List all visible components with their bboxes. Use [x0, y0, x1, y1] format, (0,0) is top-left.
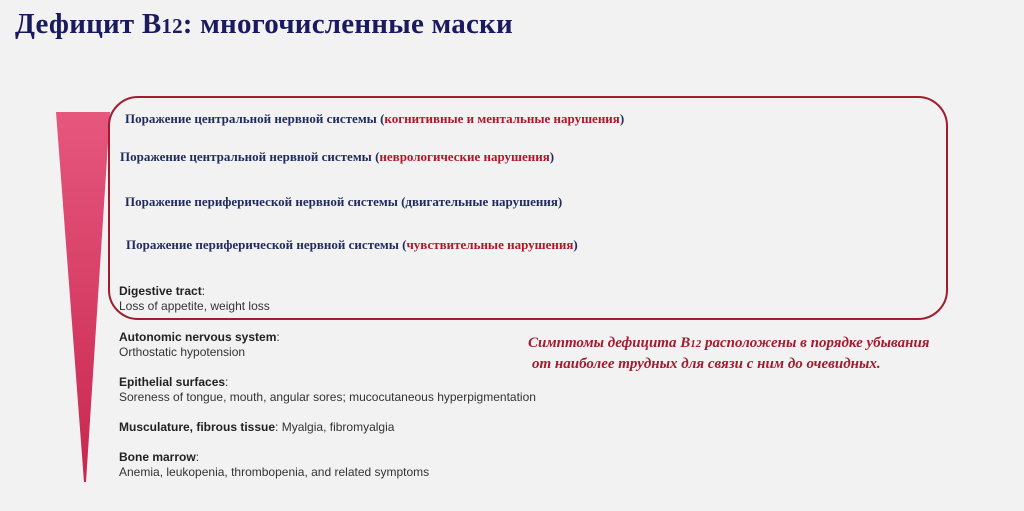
en-item-heading: Epithelial surfaces — [119, 375, 226, 389]
ru-item-text: Поражение центральной нервной системы ( — [120, 149, 380, 164]
ru-item-highlight: неврологические нарушения — [379, 149, 550, 164]
ru-item-suffix: ) — [573, 237, 578, 252]
en-item-detail: Orthostatic hypotension — [119, 345, 246, 359]
note-line-2: от наиболее трудных для связи с ним до очевидных. — [532, 356, 881, 372]
en-item-detail: Soreness of tongue, mouth, angular sores; mucocutaneous hyperpigmentation — [119, 390, 536, 404]
note-text: Симптомы дефицита B — [528, 335, 691, 351]
ru-item-suffix: ) — [549, 149, 555, 164]
note-text-rest: расположены в порядке убывания — [701, 335, 930, 351]
en-item-detail: Myalgia, fibromyalgia — [281, 420, 395, 434]
ru-item-cns-neuro — [120, 149, 554, 165]
note-subscript: 12 — [690, 338, 702, 350]
en-item-heading: Autonomic nervous system — [119, 330, 277, 344]
slide-title — [15, 8, 513, 41]
en-item-musculature — [119, 420, 394, 435]
ru-item-highlight: чувствительные нарушения — [406, 237, 574, 252]
title-main: Дефицит B — [15, 8, 162, 40]
en-item-autonomic — [119, 330, 280, 360]
ordering-note — [528, 333, 930, 374]
title-rest: : многочисленные маски — [182, 8, 513, 40]
en-item-sep: : — [201, 284, 206, 298]
title-subscript: 12 — [161, 14, 183, 38]
ru-item-text: Поражение центральной нервной системы ( — [125, 111, 385, 126]
en-item-detail: Loss of appetite, weight loss — [119, 299, 270, 313]
ru-item-pns-sensory — [126, 237, 578, 253]
ru-item-cns-cognitive — [125, 111, 624, 127]
en-item-detail: Anemia, leukopenia, thrombopenia, and related symptoms — [119, 465, 430, 479]
wedge-shape — [56, 112, 110, 482]
en-item-epithelial — [119, 375, 536, 405]
en-item-heading: Musculature, fibrous tissue — [119, 420, 276, 434]
en-item-sep: : — [225, 375, 229, 389]
ru-item-highlight: когнитивные и ментальные нарушения — [384, 111, 620, 126]
ru-item-text: Поражение периферической нервной системы (двигательные нарушения) — [125, 194, 563, 209]
decreasing-wedge-graphic — [56, 112, 110, 484]
ru-item-suffix: ) — [619, 111, 625, 126]
en-item-sep: : — [275, 420, 279, 434]
en-item-heading: Digestive tract — [119, 284, 202, 298]
ru-item-text: Поражение периферической нервной системы ( — [126, 237, 407, 252]
ru-item-pns-motor — [125, 194, 562, 210]
en-item-heading: Bone marrow — [119, 450, 196, 464]
en-item-sep: : — [195, 450, 200, 464]
en-item-sep: : — [276, 330, 280, 344]
en-item-digestive — [119, 284, 270, 314]
en-item-bone-marrow — [119, 450, 429, 480]
